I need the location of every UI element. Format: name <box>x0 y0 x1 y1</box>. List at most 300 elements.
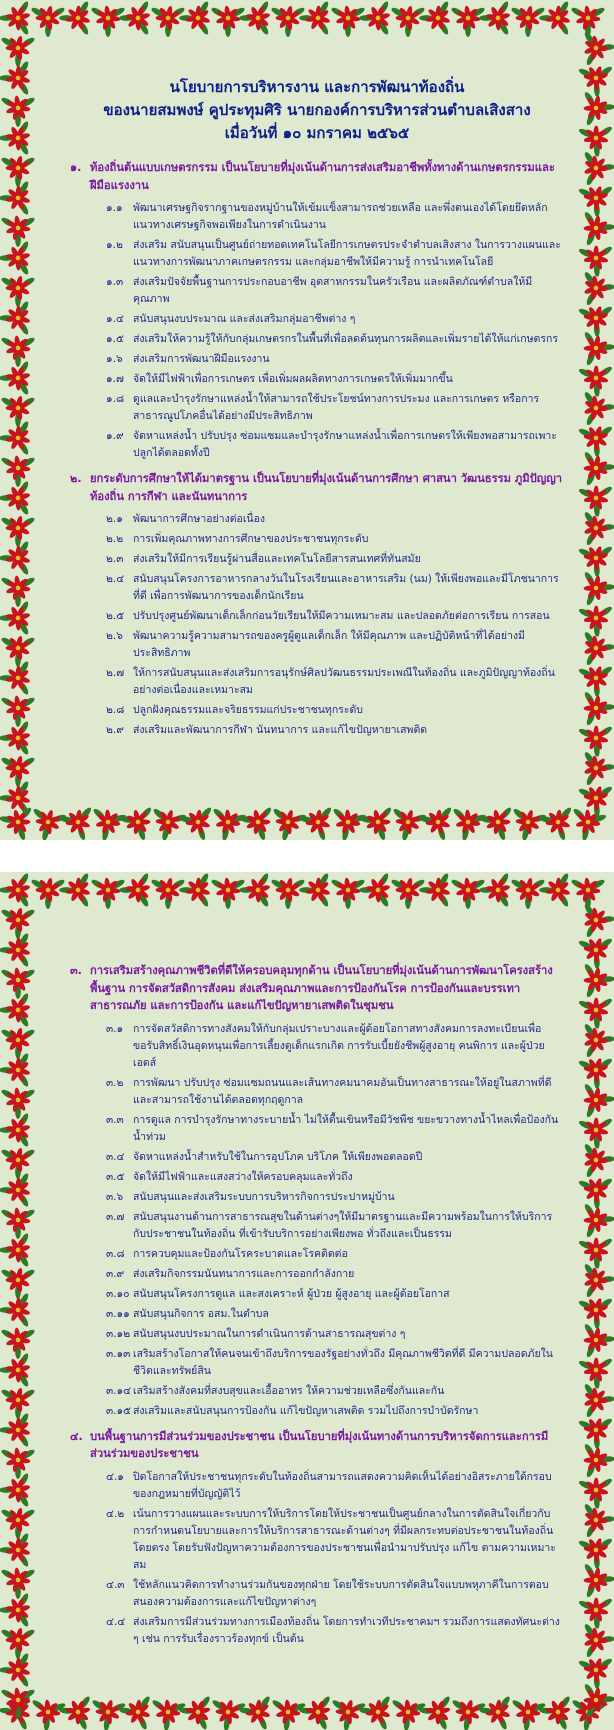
item-number: ๒.๘ <box>106 704 125 716</box>
policy-section <box>70 1428 564 1648</box>
poinsettia-icon <box>583 1203 614 1238</box>
poinsettia-icon <box>583 963 614 998</box>
item-number: ๑.๘ <box>106 393 125 405</box>
poinsettia-icon <box>150 877 186 908</box>
poinsettia-icon <box>0 275 36 306</box>
item-number: ๓.๙ <box>106 1267 125 1280</box>
poinsettia-icon <box>510 5 546 36</box>
poinsettia-icon <box>578 785 613 817</box>
policy-sections-page-2 <box>70 962 564 1648</box>
document-page-1 <box>0 0 614 840</box>
list-item <box>106 1169 564 1186</box>
item-text: การควบคุมและป้องกันโรคระบาดและโรคติดต่อ <box>133 1247 348 1260</box>
poinsettia-icon <box>583 31 614 66</box>
poinsettia-icon <box>0 215 36 246</box>
poinsettia-icon <box>59 806 93 840</box>
item-text: ส่งเสริมการมีส่วนร่วมทางการเมืองท้องถิ่น โดยการทำเวทีประชาคมฯ รวมถึงการแสดงทัศนะต่าง ๆ เช่น การรับเรื่องราวร้องทุกข์ เป็นต้น <box>133 1615 560 1645</box>
list-item <box>106 1246 564 1263</box>
poinsettia-icon <box>0 300 31 336</box>
poinsettia-icon <box>583 1083 614 1118</box>
list-item <box>106 1189 564 1206</box>
item-number: ๓.๓ <box>106 1113 124 1126</box>
poinsettia-icon <box>272 807 307 840</box>
item-text: จัดให้มีไฟฟ้าและแสงสว่างให้ครอบคลุมและทั่วถึง <box>133 1170 353 1183</box>
section-heading-text: การเสริมสร้างคุณภาพชีวิตที่ดีให้ครอบคลุมทุกด้าน เป็นนโยบายที่มุ่งเน้นด้านการพัฒนาโครงสร้างพื้นฐาน การจัดสวัสดิการสังคม ส่งเสริมคุณภาพและการป้องกันโรค การป้องกันและบรรเทาสาธารณภัย และการป้องกัน และแก้ไขปัญหายาเสพติดในชุมชน <box>90 964 553 1012</box>
poinsettia-icon <box>583 151 614 186</box>
item-number: ๓.๘ <box>106 1247 125 1260</box>
list-item <box>106 511 564 528</box>
list-item <box>106 1286 564 1303</box>
item-text: การดูแล การบำรุงรักษาทางระบายน้ำ ไม่ให้ตื้นเขินหรือมีวัชพืช ขยะขวางทางน้ำไหลเพื่อป้องกันน้ำท่วม <box>133 1113 559 1143</box>
list-item <box>106 1306 564 1323</box>
poinsettia-icon <box>0 180 31 216</box>
list-item <box>106 311 564 328</box>
poinsettia-icon <box>512 807 547 840</box>
poinsettia-icon <box>578 1357 613 1389</box>
item-text: สนับสนุนโครงการดูแล และสงเคราะห์ ผู้ป่วย ผู้สูงอายุ และผู้ด้อยโอกาส <box>133 1287 450 1300</box>
item-number: ๔.๔ <box>106 1615 126 1628</box>
list-item <box>106 1403 564 1420</box>
poinsettia-icon <box>0 967 36 998</box>
item-text: ส่งเสริม สนับสนุนเป็นศูนย์ถ่ายทอดเทคโนโลยีการเกษตรประจำตำบลเสิงสาง ในการวางแผนและแนวทางการพัฒนาภาคเกษตรกรรม และกลุ่มอาชีพให้มีความรู้ การนำเทคโนโลยี <box>133 239 561 268</box>
poinsettia-icon <box>539 1695 571 1730</box>
poinsettia-icon <box>578 1117 613 1149</box>
poinsettia-icon <box>578 185 613 217</box>
item-number: ๓.๑๓ <box>106 1347 131 1360</box>
poinsettia-icon <box>583 511 614 546</box>
item-number: ๓.๒ <box>106 1076 124 1089</box>
item-text: การเพิ่มคุณภาพทางการศึกษาของประชาชนทุกระดับ <box>133 533 369 545</box>
item-text: ปลูกฝังคุณธรรมและจริยธรรมแก่ประชาชนทุกระดับ <box>133 704 363 716</box>
poinsettia-icon <box>0 1412 31 1448</box>
poinsettia-icon <box>0 395 36 426</box>
poinsettia-icon <box>570 5 606 36</box>
poinsettia-icon <box>119 1695 151 1730</box>
poinsettia-icon <box>0 420 31 456</box>
poinsettia-icon <box>578 305 613 337</box>
poinsettia-icon <box>59 1695 91 1730</box>
poinsettia-icon <box>0 1627 36 1658</box>
item-number: ๑.๑ <box>106 202 123 214</box>
item-number: ๑.๕ <box>106 333 124 345</box>
item-number: ๑.๙ <box>106 430 124 442</box>
list-item <box>106 1506 564 1574</box>
poinsettia-icon <box>299 1695 331 1730</box>
poinsettia-icon <box>31 1699 66 1730</box>
poinsettia-icon <box>0 1327 36 1358</box>
poinsettia-icon <box>299 806 333 840</box>
poinsettia-icon <box>30 877 66 908</box>
poinsettia-icon <box>0 455 36 486</box>
list-item <box>106 1112 564 1146</box>
item-text: จัดให้มีไฟฟ้าเพื่อการเกษตร เพื่อเพิ่มผลผลิตทางการเกษตรให้เพิ่มมากขึ้น <box>133 373 453 385</box>
poinsettia-icon <box>90 5 126 36</box>
poinsettia-icon <box>583 1503 614 1538</box>
item-number: ๑.๔ <box>106 313 124 325</box>
poinsettia-icon <box>452 807 487 840</box>
list-item <box>106 628 564 662</box>
poinsettia-icon <box>0 335 36 366</box>
list-item <box>106 1383 564 1400</box>
poinsettia-icon <box>179 806 213 840</box>
poinsettia-icon <box>578 65 613 97</box>
poinsettia-icon <box>0 515 36 546</box>
list-item <box>106 331 564 348</box>
poinsettia-icon <box>583 1443 614 1478</box>
poinsettia-icon <box>0 932 31 968</box>
item-number: ๓.๑๑ <box>106 1307 130 1320</box>
item-number: ๓.๑๒ <box>106 1327 131 1340</box>
item-text: ส่งเสริมให้มีการเรียนรู้ผ่านสื่อและเทคโนโลยีสารสนเทศที่ทันสมัย <box>133 553 421 565</box>
poinsettia-icon <box>583 211 614 246</box>
list-item <box>106 608 564 625</box>
poinsettia-icon <box>331 1699 366 1730</box>
poinsettia-icon <box>583 1023 614 1058</box>
poinsettia-icon <box>583 1263 614 1298</box>
poinsettia-icon <box>578 937 613 969</box>
title-line-3: เมื่อวันที่ ๑๐ มกราคม ๒๕๖๕ <box>224 124 410 142</box>
poinsettia-icon <box>539 0 570 36</box>
list-item <box>106 428 564 462</box>
poinsettia-icon <box>179 1695 211 1730</box>
item-text: ส่งเสริมและพัฒนาการกีฬา นันทนาการ และแก้ไขปัญหายาเสพติด <box>133 724 428 736</box>
poinsettia-icon <box>390 877 426 908</box>
poinsettia-icon <box>419 872 450 908</box>
poinsettia-icon <box>0 1087 36 1118</box>
poinsettia-icon <box>578 1417 613 1449</box>
poinsettia-icon <box>583 391 614 426</box>
poinsettia-icon <box>583 1683 614 1718</box>
poinsettia-icon <box>419 1695 451 1730</box>
poinsettia-icon <box>0 575 36 606</box>
item-text: ปิดโอกาสให้ประชาชนทุกระดับในท้องถิ่นสามารถแสดงความคิดเห็นได้อย่างอิสระภายใต้กรอบของกฎหมายที่บัญญัติไว้ <box>133 1470 552 1500</box>
section-items <box>106 1469 564 1648</box>
poinsettia-icon <box>179 872 210 908</box>
poinsettia-icon <box>151 1699 186 1730</box>
list-item <box>106 571 564 605</box>
item-text: ส่งเสริมให้ความรู้ให้กับกลุ่มเกษตรกรในพื้นที่เพื่อลดต้นทุนการผลิตและเพิ่มรายได้ให้แก่เกษตรกร <box>133 333 558 345</box>
list-item <box>106 1075 564 1109</box>
poinsettia-icon <box>210 877 246 908</box>
poinsettia-icon <box>578 545 613 577</box>
poinsettia-icon <box>0 1267 36 1298</box>
poinsettia-icon <box>583 451 614 486</box>
item-number: ๒.๕ <box>106 610 125 622</box>
poinsettia-icon <box>583 751 614 786</box>
poinsettia-icon <box>0 60 31 96</box>
poinsettia-icon <box>30 5 66 36</box>
item-text: จัดหาแหล่งน้ำสำหรับใช้ในการอุปโภค บริโภค ให้เพียงพอตลอดปี <box>133 1150 423 1163</box>
poinsettia-icon <box>0 660 31 696</box>
poinsettia-icon <box>583 631 614 666</box>
poinsettia-icon <box>583 331 614 366</box>
poinsettia-icon <box>0 95 36 126</box>
list-item <box>106 351 564 368</box>
list-item <box>106 1326 564 1343</box>
poinsettia-icon <box>179 0 210 36</box>
poinsettia-icon <box>479 0 510 36</box>
poinsettia-icon <box>578 725 613 757</box>
policy-section <box>70 159 564 462</box>
poinsettia-icon <box>0 1387 36 1418</box>
poinsettia-icon <box>270 877 306 908</box>
poinsettia-icon <box>211 1699 246 1730</box>
poinsettia-icon <box>578 485 613 517</box>
poinsettia-icon <box>0 1352 31 1388</box>
page-1-content <box>70 76 564 747</box>
poinsettia-icon <box>479 872 510 908</box>
policy-section <box>70 962 564 1420</box>
list-item <box>106 391 564 425</box>
poinsettia-icon <box>0 1052 31 1088</box>
poinsettia-icon <box>152 807 187 840</box>
item-text: ส่งเสริมปัจจัยพื้นฐานการประกอบอาชีพ อุตสาหกรรมในครัวเรือน และผลิตภัณฑ์ตำบลให้มีคุณภาพ <box>133 276 533 305</box>
item-number: ๒.๓ <box>106 553 124 565</box>
poinsettia-icon <box>0 1532 31 1568</box>
poinsettia-icon <box>119 806 153 840</box>
item-text: ให้การสนับสนุนและส่งเสริมการอนุรักษ์ศิลปวัฒนธรรมประเพณีในท้องถิ่น และภูมิปัญญาท้องถิ่นอย่างต่อเนื่องและเหมาะสม <box>133 667 555 696</box>
document-title <box>70 76 564 145</box>
policy-section <box>70 470 564 739</box>
poinsettia-icon <box>583 91 614 126</box>
list-item <box>106 1577 564 1611</box>
list-item <box>106 274 564 308</box>
section-number: ๓. <box>70 964 82 977</box>
poinsettia-icon <box>572 807 607 840</box>
list-item <box>106 551 564 568</box>
poinsettia-icon <box>0 1592 31 1628</box>
poinsettia-icon <box>0 360 31 396</box>
poinsettia-icon <box>392 807 427 840</box>
poinsettia-icon <box>583 903 614 938</box>
item-number: ๓.๑๔ <box>106 1384 132 1397</box>
poinsettia-icon <box>510 877 546 908</box>
poinsettia-icon <box>451 1699 486 1730</box>
poinsettia-icon <box>570 877 606 908</box>
poinsettia-icon <box>0 1687 36 1718</box>
list-item <box>106 531 564 548</box>
poinsettia-icon <box>59 872 90 908</box>
poinsettia-icon <box>239 806 273 840</box>
poinsettia-icon <box>583 1383 614 1418</box>
poinsettia-icon <box>0 1292 31 1328</box>
poinsettia-icon <box>578 425 613 457</box>
item-text: ส่งเสริมกิจกรรมนันทนาการและการออกกำลังกาย <box>133 1267 355 1280</box>
poinsettia-icon <box>0 755 36 786</box>
poinsettia-icon <box>419 806 453 840</box>
poinsettia-icon <box>450 877 486 908</box>
poinsettia-icon <box>359 806 393 840</box>
poinsettia-icon <box>578 125 613 157</box>
policy-sections-page-1 <box>70 159 564 739</box>
list-item <box>106 1614 564 1648</box>
poinsettia-icon <box>390 5 426 36</box>
poinsettia-icon <box>32 807 67 840</box>
poinsettia-icon <box>0 480 31 516</box>
section-number: ๒. <box>70 472 82 485</box>
poinsettia-icon <box>90 877 126 908</box>
item-text: พัฒนาความรู้ความสามารถของครูผู้ดูแลเด็กเล็ก ให้มีคุณภาพ และปฏิบัติหน้าที่ได้อย่างมีประสิทธิภาพ <box>133 630 525 659</box>
item-text: ส่งเสริมการพัฒนาฝีมือแรงงาน <box>133 353 270 365</box>
list-item <box>106 371 564 388</box>
item-number: ๓.๕ <box>106 1170 125 1183</box>
section-number: ๔. <box>70 1429 83 1443</box>
item-number: ๔.๒ <box>106 1507 125 1520</box>
poinsettia-icon <box>0 1567 36 1598</box>
section-heading-text: ท้องถิ่นต้นแบบเกษตรกรรม เป็นนโยบายที่มุ่งเน้นด้านการส่งเสริมอาชีพทั้งทางด้านเกษตรกรรมและฝีมือแรงงาน <box>90 161 555 192</box>
poinsettia-icon <box>391 1699 426 1730</box>
poinsettia-icon <box>583 271 614 306</box>
item-number: ๑.๒ <box>106 239 123 251</box>
poinsettia-icon <box>0 635 36 666</box>
poinsettia-icon <box>332 807 367 840</box>
poinsettia-icon <box>91 1699 126 1730</box>
item-number: ๒.๖ <box>106 630 123 642</box>
poinsettia-icon <box>578 365 613 397</box>
poinsettia-icon <box>239 0 270 36</box>
section-heading <box>70 1428 564 1463</box>
poinsettia-icon <box>578 1237 613 1269</box>
poinsettia-icon <box>0 1112 31 1148</box>
poinsettia-icon <box>539 806 573 840</box>
list-item <box>106 1149 564 1166</box>
section-heading-text: ยกระดับการศึกษาให้ได้มาตรฐาน เป็นนโยบายที่มุ่งเน้นด้านการศึกษา ศาสนา วัฒนธรรม ภูมิปัญญาท้องถิ่น การกีฬา และนันทนาการ <box>90 472 563 503</box>
item-text: สนับสนุนงบประมาณในการดำเนินการด้านสาธารณสุขต่าง ๆ <box>133 1327 406 1340</box>
poinsettia-icon <box>511 1699 546 1730</box>
item-number: ๔.๓ <box>106 1578 125 1591</box>
poinsettia-icon <box>583 691 614 726</box>
list-item <box>106 665 564 699</box>
list-item <box>106 1346 564 1380</box>
poinsettia-icon <box>583 1323 614 1358</box>
poinsettia-icon <box>0 540 31 576</box>
list-item <box>106 722 564 739</box>
item-number: ๒.๙ <box>106 724 124 736</box>
item-number: ๒.๗ <box>106 667 125 679</box>
poinsettia-icon <box>359 1695 391 1730</box>
item-number: ๒.๑ <box>106 513 123 525</box>
poinsettia-icon <box>578 665 613 697</box>
title-line-1: นโยบายการบริหารงาน และการพัฒนาท้องถิ่น <box>169 78 465 96</box>
poinsettia-icon <box>578 1597 613 1629</box>
section-items <box>106 200 564 462</box>
poinsettia-icon <box>0 0 31 36</box>
poinsettia-icon <box>578 245 613 277</box>
poinsettia-icon <box>578 1657 613 1689</box>
poinsettia-icon <box>0 600 31 636</box>
poinsettia-icon <box>119 0 150 36</box>
poinsettia-icon <box>119 872 150 908</box>
item-text: สนับสนุนและส่งเสริมระบบการบริหารกิจการประปาหมู่บ้าน <box>133 1190 395 1203</box>
item-text: เสริมสร้างสังคมที่สงบสุขและเอื้ออาทร ให้ความช่วยเหลือซึ่งกันและกัน <box>133 1384 445 1397</box>
poinsettia-icon <box>578 1477 613 1509</box>
poinsettia-icon <box>212 807 247 840</box>
list-item <box>106 702 564 719</box>
item-text: การพัฒนา ปรับปรุง ซ่อมแซมถนนและเส้นทางคมนาคมอันเป็นทางสาธารณะให้อยู่ในสภาพที่ดีและสามารถใช้งานได้ตลอดทุกฤดูกาล <box>133 1076 552 1106</box>
poinsettia-icon <box>0 35 36 66</box>
item-number: ๓.๑๕ <box>106 1404 132 1417</box>
poinsettia-icon <box>578 997 613 1029</box>
item-text: จัดหาแหล่งน้ำ ปรับปรุง ซ่อมแซมและบำรุงรักษาแหล่งน้ำเพื่อการเกษตรให้เพียงพอสามารถเพาะปลูกได้ตลอดทั้งปี <box>133 430 557 459</box>
poinsettia-icon <box>359 0 390 36</box>
poinsettia-icon <box>0 907 36 938</box>
poinsettia-icon <box>419 0 450 36</box>
poinsettia-icon <box>0 1147 36 1178</box>
section-heading <box>70 159 564 194</box>
poinsettia-icon <box>0 155 36 186</box>
poinsettia-icon <box>0 1507 36 1538</box>
section-items <box>106 511 564 739</box>
item-number: ๒.๒ <box>106 533 124 545</box>
document-page-2 <box>0 872 614 1730</box>
poinsettia-icon <box>359 872 390 908</box>
list-item <box>106 1469 564 1503</box>
item-text: ปรับปรุงศูนย์พัฒนาเด็กเล็กก่อนวัยเรียนให้มีความเหมาะสม และปลอดภัยต่อการเรียน การสอน <box>133 610 550 622</box>
section-heading <box>70 470 564 505</box>
poinsettia-icon <box>450 5 486 36</box>
poinsettia-icon <box>0 1472 31 1508</box>
item-number: ๓.๗ <box>106 1210 125 1223</box>
item-text: เน้นการวางแผนและระบบการให้บริการโดยให้ประชาชนเป็นศูนย์กลางในการตัดสินใจเกี่ยวกับการกำหนดนโยบายและการให้บริการสาธารณะด้านต่างๆ ที่มีผลกระทบต่อประชาชนในท้องถิ่นโดยตรง โดยรับฟังปัญหาความต้องการของประชาชนเพื่อนำมาปรับปรุง แก้ไข ตามความเหมาะสม <box>133 1507 556 1571</box>
poinsettia-icon <box>583 1623 614 1658</box>
list-item <box>106 200 564 234</box>
section-items <box>106 1021 564 1420</box>
item-text: พัฒนาเศรษฐกิจรากฐานของหมู่บ้านให้เข้มแข็งสามารถช่วยเหลือ และพึ่งตนเองได้โดยยึดหลักแนวทางเศรษฐกิจพอเพียงในการดำเนินงาน <box>133 202 548 231</box>
item-number: ๓.๑๐ <box>106 1287 130 1300</box>
item-number: ๑.๓ <box>106 276 124 288</box>
item-text: สนับสนุนกิจการ อสม.ในตำบล <box>133 1307 269 1320</box>
item-number: ๓.๔ <box>106 1150 125 1163</box>
section-heading-text: บนพื้นฐานการมีส่วนร่วมของประชาชน เป็นนโยบายที่มุ่งเน้นทางด้านการบริหารจัดการและการมีส่วนร่วมของประชาชน <box>90 1429 549 1460</box>
poinsettia-icon <box>578 605 613 637</box>
poinsettia-icon <box>239 1695 271 1730</box>
poinsettia-icon <box>299 0 330 36</box>
poinsettia-icon <box>578 1177 613 1209</box>
poinsettia-icon <box>578 1537 613 1569</box>
poinsettia-icon <box>0 240 31 276</box>
poinsettia-icon <box>0 1652 31 1688</box>
poinsettia-icon <box>578 1297 613 1329</box>
list-item <box>106 1209 564 1243</box>
list-item <box>106 237 564 271</box>
poinsettia-icon <box>583 1143 614 1178</box>
poinsettia-icon <box>0 992 31 1028</box>
section-number: ๑. <box>70 161 82 174</box>
item-number: ๓.๖ <box>106 1190 124 1203</box>
poinsettia-icon <box>583 1563 614 1598</box>
item-number: ๔.๑ <box>106 1470 124 1483</box>
item-number: ๑.๖ <box>106 353 123 365</box>
poinsettia-icon <box>0 1172 31 1208</box>
poinsettia-icon <box>0 1027 36 1058</box>
item-text: ดูแลและบำรุงรักษาแหล่งน้ำให้สามารถใช้ประโยชน์ทางการประมง และการเกษตร หรือการสาธารณูปโภคอื่นได้อย่างมีประสิทธิภาพ <box>133 393 540 422</box>
poinsettia-icon <box>0 1207 36 1238</box>
item-text: สนับสนุนงบประมาณ และส่งเสริมกลุ่มอาชีพต่าง ๆ <box>133 313 356 325</box>
poinsettia-icon <box>150 5 186 36</box>
poinsettia-icon <box>583 571 614 606</box>
poinsettia-icon <box>479 1695 511 1730</box>
poinsettia-icon <box>299 872 330 908</box>
list-item <box>106 1021 564 1072</box>
item-number: ๑.๗ <box>106 373 124 385</box>
poinsettia-icon <box>239 872 270 908</box>
item-number: ๒.๔ <box>106 573 125 585</box>
poinsettia-icon <box>210 5 246 36</box>
poinsettia-icon <box>59 0 90 36</box>
poinsettia-icon <box>0 695 36 726</box>
title-line-2: ของนายสมพงษ์ คูประทุมศิริ นายกองค์การบริหารส่วนตำบลเสิงสาง <box>103 101 531 119</box>
poinsettia-icon <box>92 807 127 840</box>
